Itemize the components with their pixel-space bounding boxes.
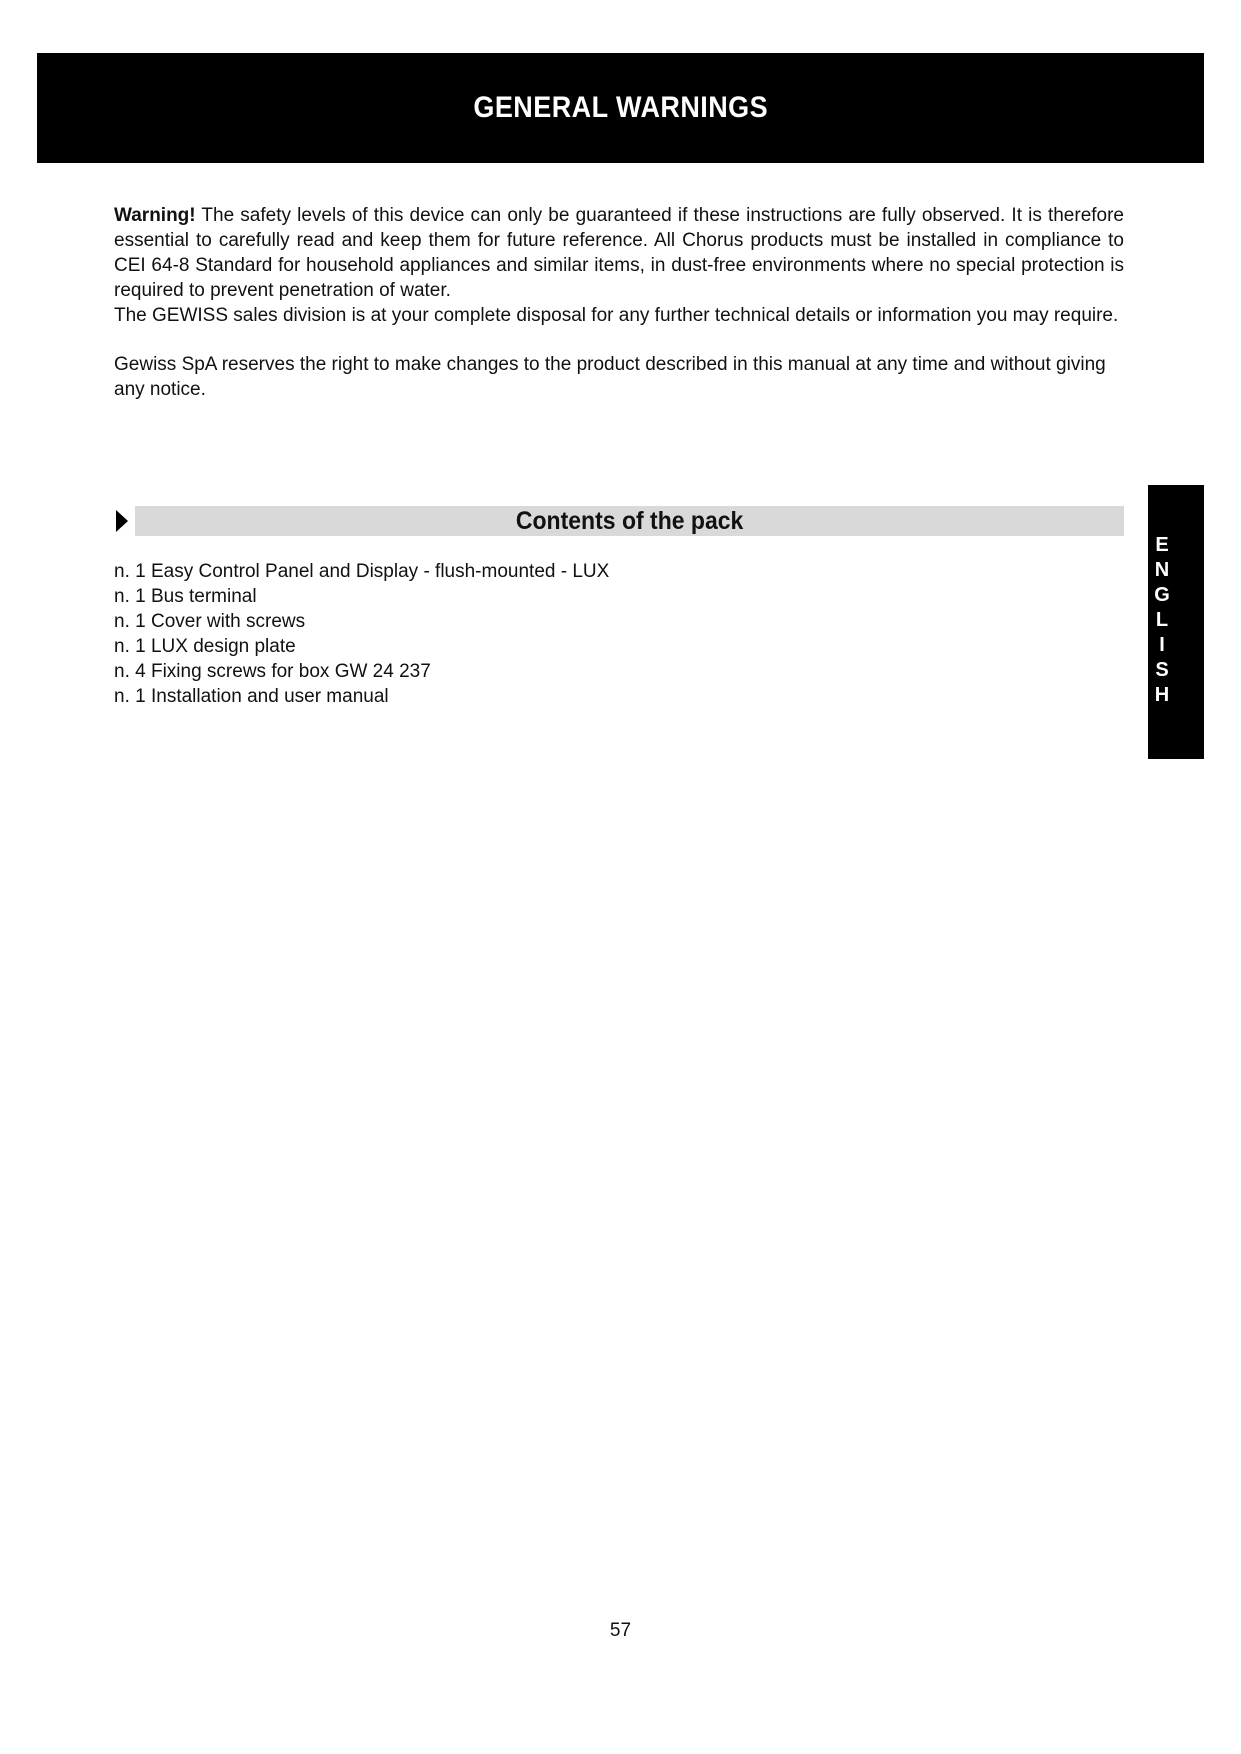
warning-label: Warning!	[114, 205, 196, 226]
language-letter: I	[1159, 634, 1165, 656]
language-tab-letters	[1148, 533, 1176, 708]
language-letter: S	[1155, 659, 1169, 681]
sales-division-note: The GEWISS sales division is at your complete disposal for any further technical details or information you may require.	[114, 305, 1119, 326]
contents-section-title: Contents of the pack	[515, 506, 744, 535]
language-letter: N	[1154, 559, 1170, 581]
reserve-rights-note: Gewiss SpA reserves the right to make changes to the product described in this manual at any time and without giving any notice.	[114, 354, 1106, 400]
contents-section-header	[114, 506, 1124, 536]
language-letter: G	[1154, 584, 1170, 606]
language-letter: E	[1155, 534, 1169, 556]
list-item: n. 1 Easy Control Panel and Display - flush-mounted - LUX	[114, 561, 610, 582]
language-letter: L	[1155, 609, 1169, 631]
list-item: n. 1 Bus terminal	[114, 586, 257, 607]
language-letter: H	[1154, 684, 1170, 706]
section-heading-band	[135, 506, 1124, 536]
list-item: n. 1 Cover with screws	[114, 611, 306, 632]
warning-paragraph	[114, 203, 1124, 303]
list-item: n. 4 Fixing screws for box GW 24 237	[114, 661, 431, 682]
general-warnings-text	[114, 203, 1124, 402]
page-title: GENERAL WARNINGS	[473, 91, 768, 124]
triangle-arrow-icon	[116, 510, 128, 532]
list-item: n. 1 LUX design plate	[114, 636, 296, 657]
header-bar	[37, 53, 1204, 163]
page-number: 57	[609, 1620, 632, 1641]
language-tab	[1148, 485, 1204, 759]
warning-body: The safety levels of this device can only be guaranteed if these instructions are fully observed. It is therefore essential to carefully read and keep them for future reference. All Chorus products must be installed in compliance to CEI 64-8 Standard for household appliances and similar items, in dust-free environments where no special protection is required to prevent penetration of water.	[114, 205, 1124, 301]
contents-list	[114, 559, 609, 709]
list-item: n. 1 Installation and user manual	[114, 686, 389, 707]
